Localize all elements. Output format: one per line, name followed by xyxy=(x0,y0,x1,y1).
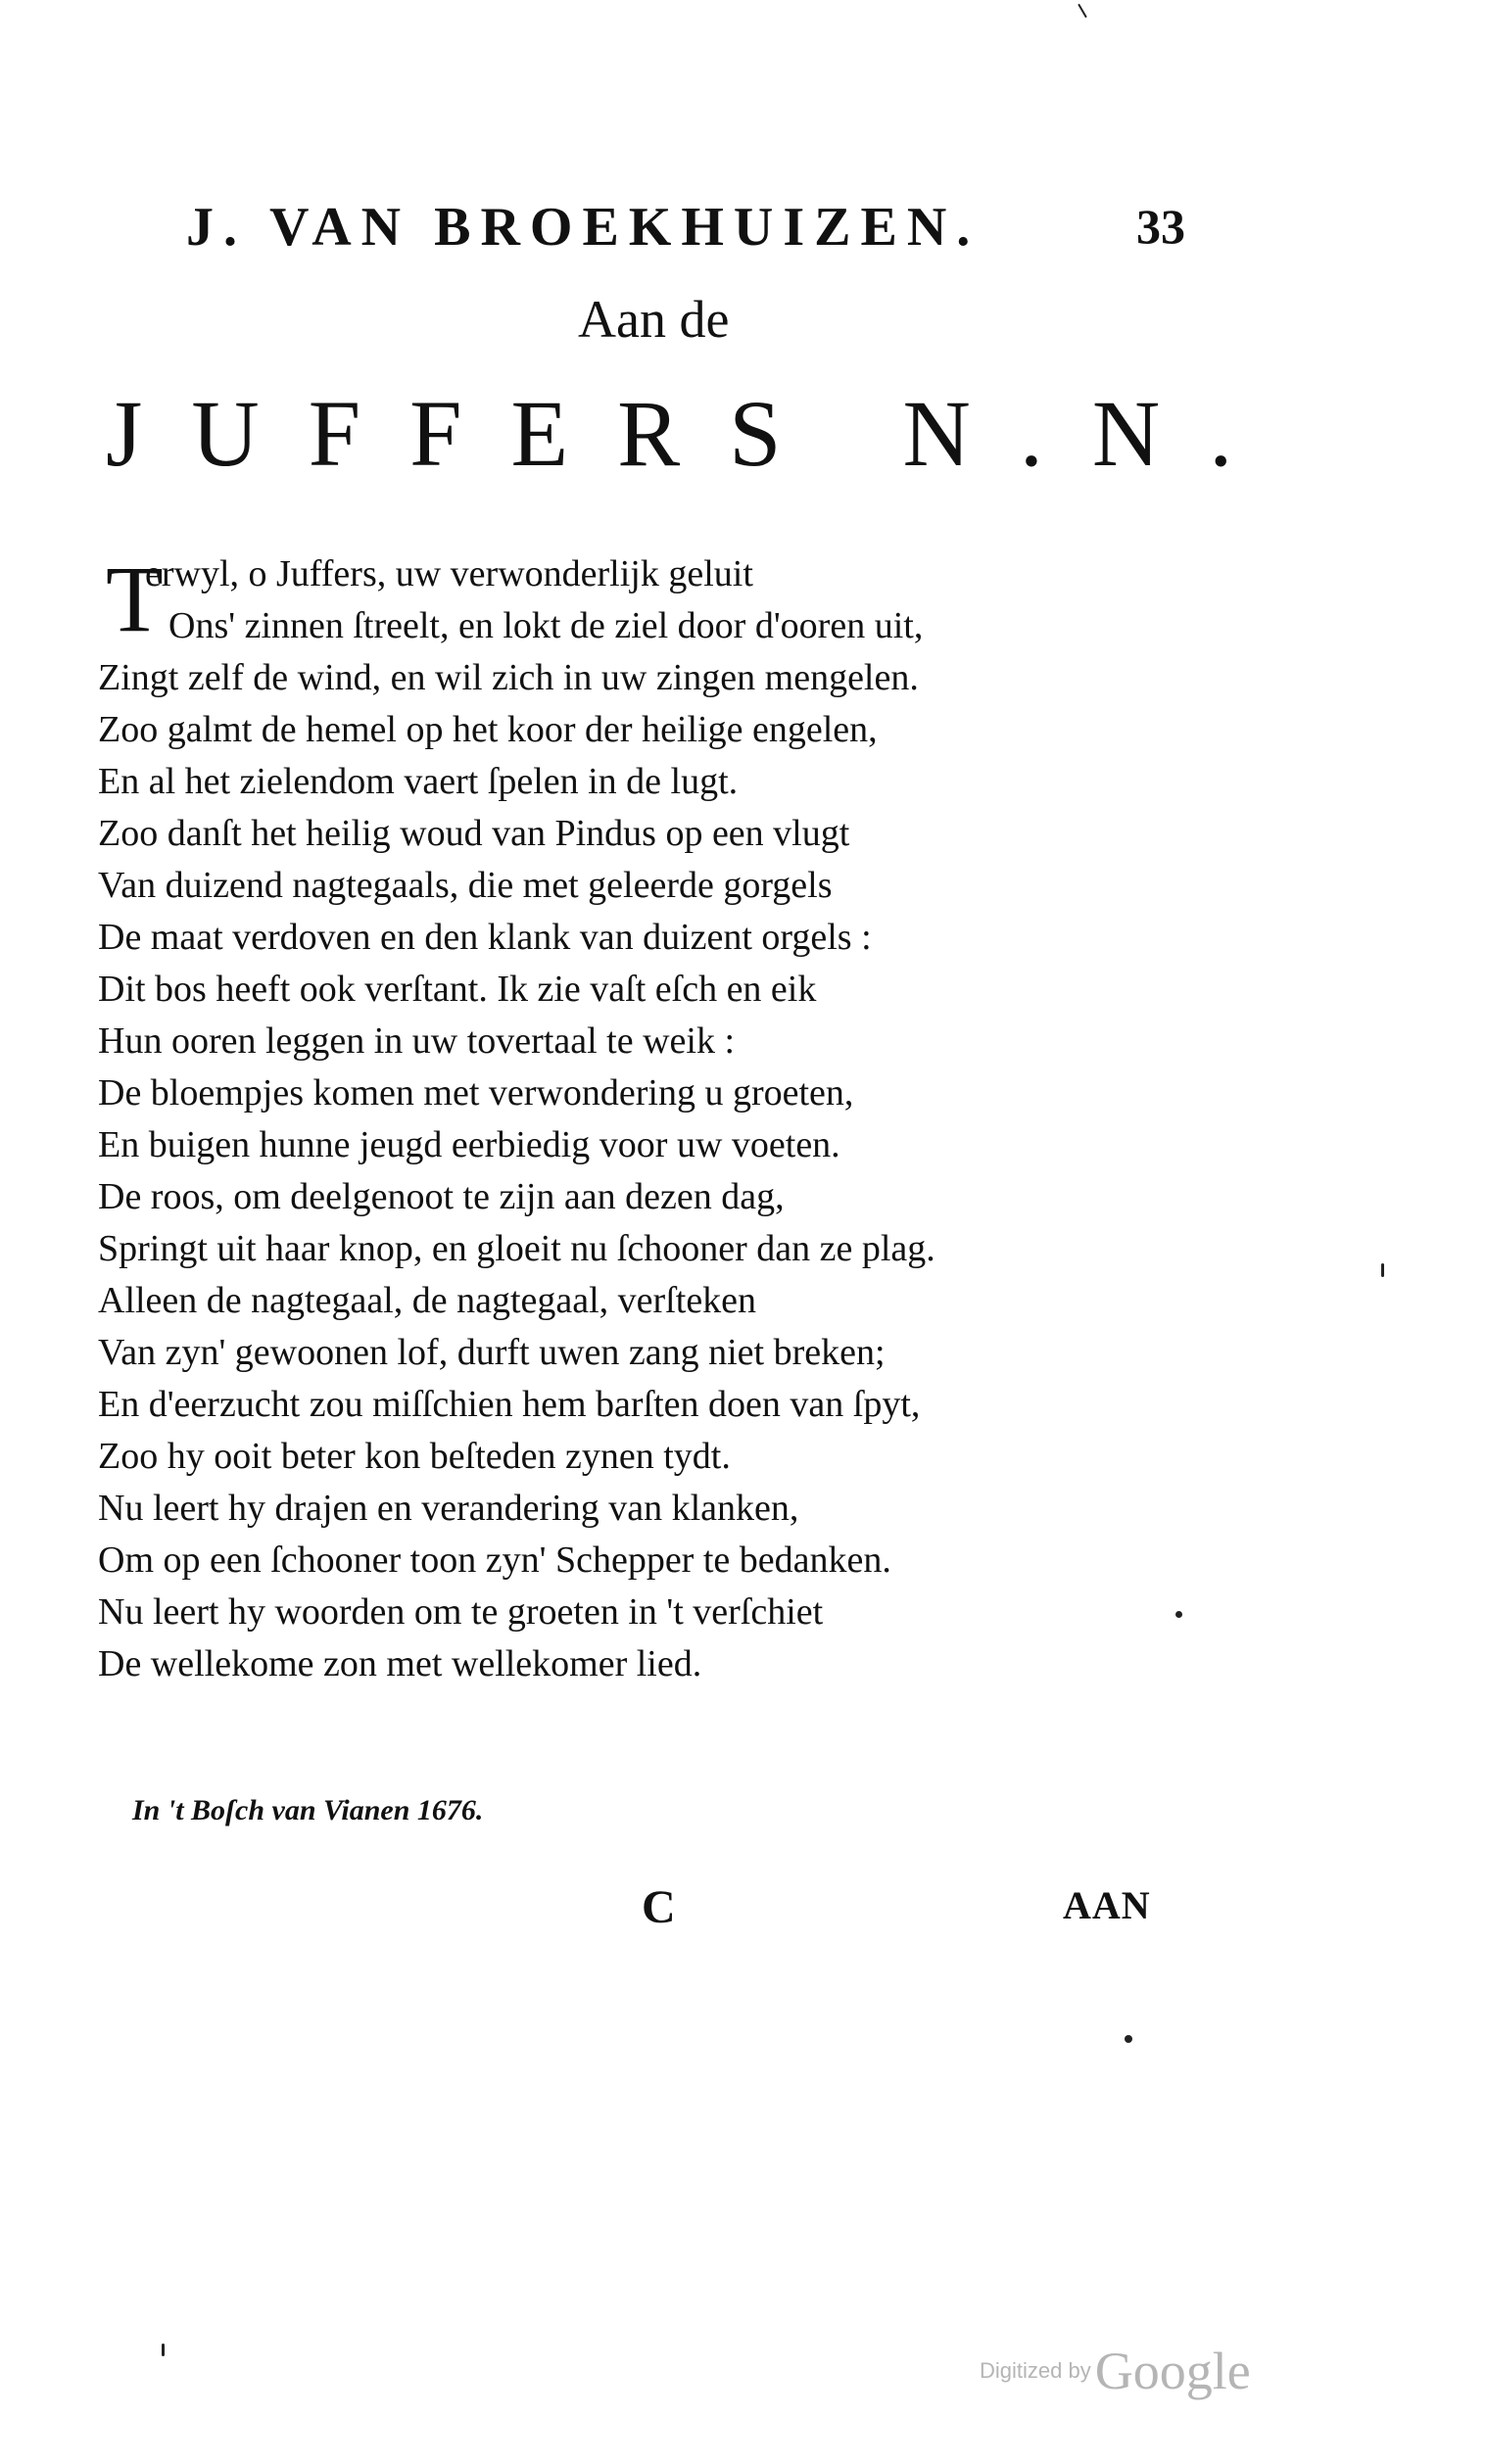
poem-line: De bloempjes komen met verwondering u groeten, xyxy=(98,1072,854,1114)
signature-mark: C xyxy=(642,1881,676,1933)
watermark-prefix: Digitized by xyxy=(980,2358,1091,2383)
poem-line: Zingt zelf de wind, en wil zich in uw zingen mengelen. xyxy=(98,657,919,698)
catchword: AAN xyxy=(1063,1883,1151,1927)
poem-line: Om op een ſchooner toon zyn' Schepper te bedanken. xyxy=(98,1540,891,1581)
dateline: In 't Boſch van Vianen 1676. xyxy=(132,1794,484,1826)
poem-line: De maat verdoven en den klank van duizent orgels : xyxy=(98,917,872,958)
poem-line: Springt uit haar knop, en gloeit nu ſchooner dan ze plag. xyxy=(98,1228,935,1269)
scan-speck xyxy=(1175,1611,1182,1618)
poem-line: Zoo danſt het heilig woud van Pindus op een vlugt xyxy=(98,813,850,854)
poem-line: De wellekome zon met wellekomer lied. xyxy=(98,1643,702,1684)
poem-body xyxy=(98,548,1195,1690)
poem-line: Alleen de nagtegaal, de nagtegaal, verſteken xyxy=(98,1280,757,1321)
poem-title-line1: Aan de xyxy=(578,290,730,349)
poem-line: Van duizend nagtegaals, die met geleerde gorgels xyxy=(98,865,833,906)
digitized-watermark xyxy=(980,2341,1251,2401)
poem-line: Hun ooren leggen in uw tovertaal te weik : xyxy=(98,1020,736,1062)
poem-first-line: erwyl, o Juffers, uw verwonderlijk geluit xyxy=(145,553,753,594)
poem-line: En buigen hunne jeugd eerbiedig voor uw voeten. xyxy=(98,1124,840,1165)
poem-line: De roos, om deelgenoot te zijn aan dezen dag, xyxy=(98,1176,785,1217)
scan-speck xyxy=(1078,4,1087,19)
scan-speck xyxy=(1381,1263,1384,1277)
page-number: 33 xyxy=(1136,199,1185,254)
poem-line: En d'eerzucht zou miſſchien hem barſten doen van ſpyt, xyxy=(98,1384,921,1425)
poem-line: En al het zielendom vaert ſpelen in de lugt. xyxy=(98,761,739,802)
poem-title-line2: JUFFERS N.N. xyxy=(106,381,1282,486)
google-logo: Google xyxy=(1094,2342,1251,2400)
poem-line: Nu leert hy drajen en verandering van klanken, xyxy=(98,1488,799,1529)
running-head xyxy=(186,196,1185,264)
poem-line: Zoo galmt de hemel op het koor der heilige engelen, xyxy=(98,709,878,750)
drop-cap: T xyxy=(106,546,164,651)
poem-line: Nu leert hy woorden om te groeten in 't verſchiet xyxy=(98,1591,824,1633)
running-head-author: J. VAN BROEKHUIZEN. xyxy=(186,197,981,258)
scan-speck xyxy=(1125,2035,1132,2043)
poem-line: Zoo hy ooit beter kon beſteden zynen tydt. xyxy=(98,1436,731,1477)
poem-line: Dit bos heeft ook verſtant. Ik zie vaſt eſch en eik xyxy=(98,969,817,1010)
scan-speck xyxy=(162,2344,165,2356)
poem-line: Van zyn' gewoonen lof, durft uwen zang niet breken; xyxy=(98,1332,886,1373)
poem-line: Ons' zinnen ſtreelt, en lokt de ziel door d'ooren uit, xyxy=(168,605,924,646)
